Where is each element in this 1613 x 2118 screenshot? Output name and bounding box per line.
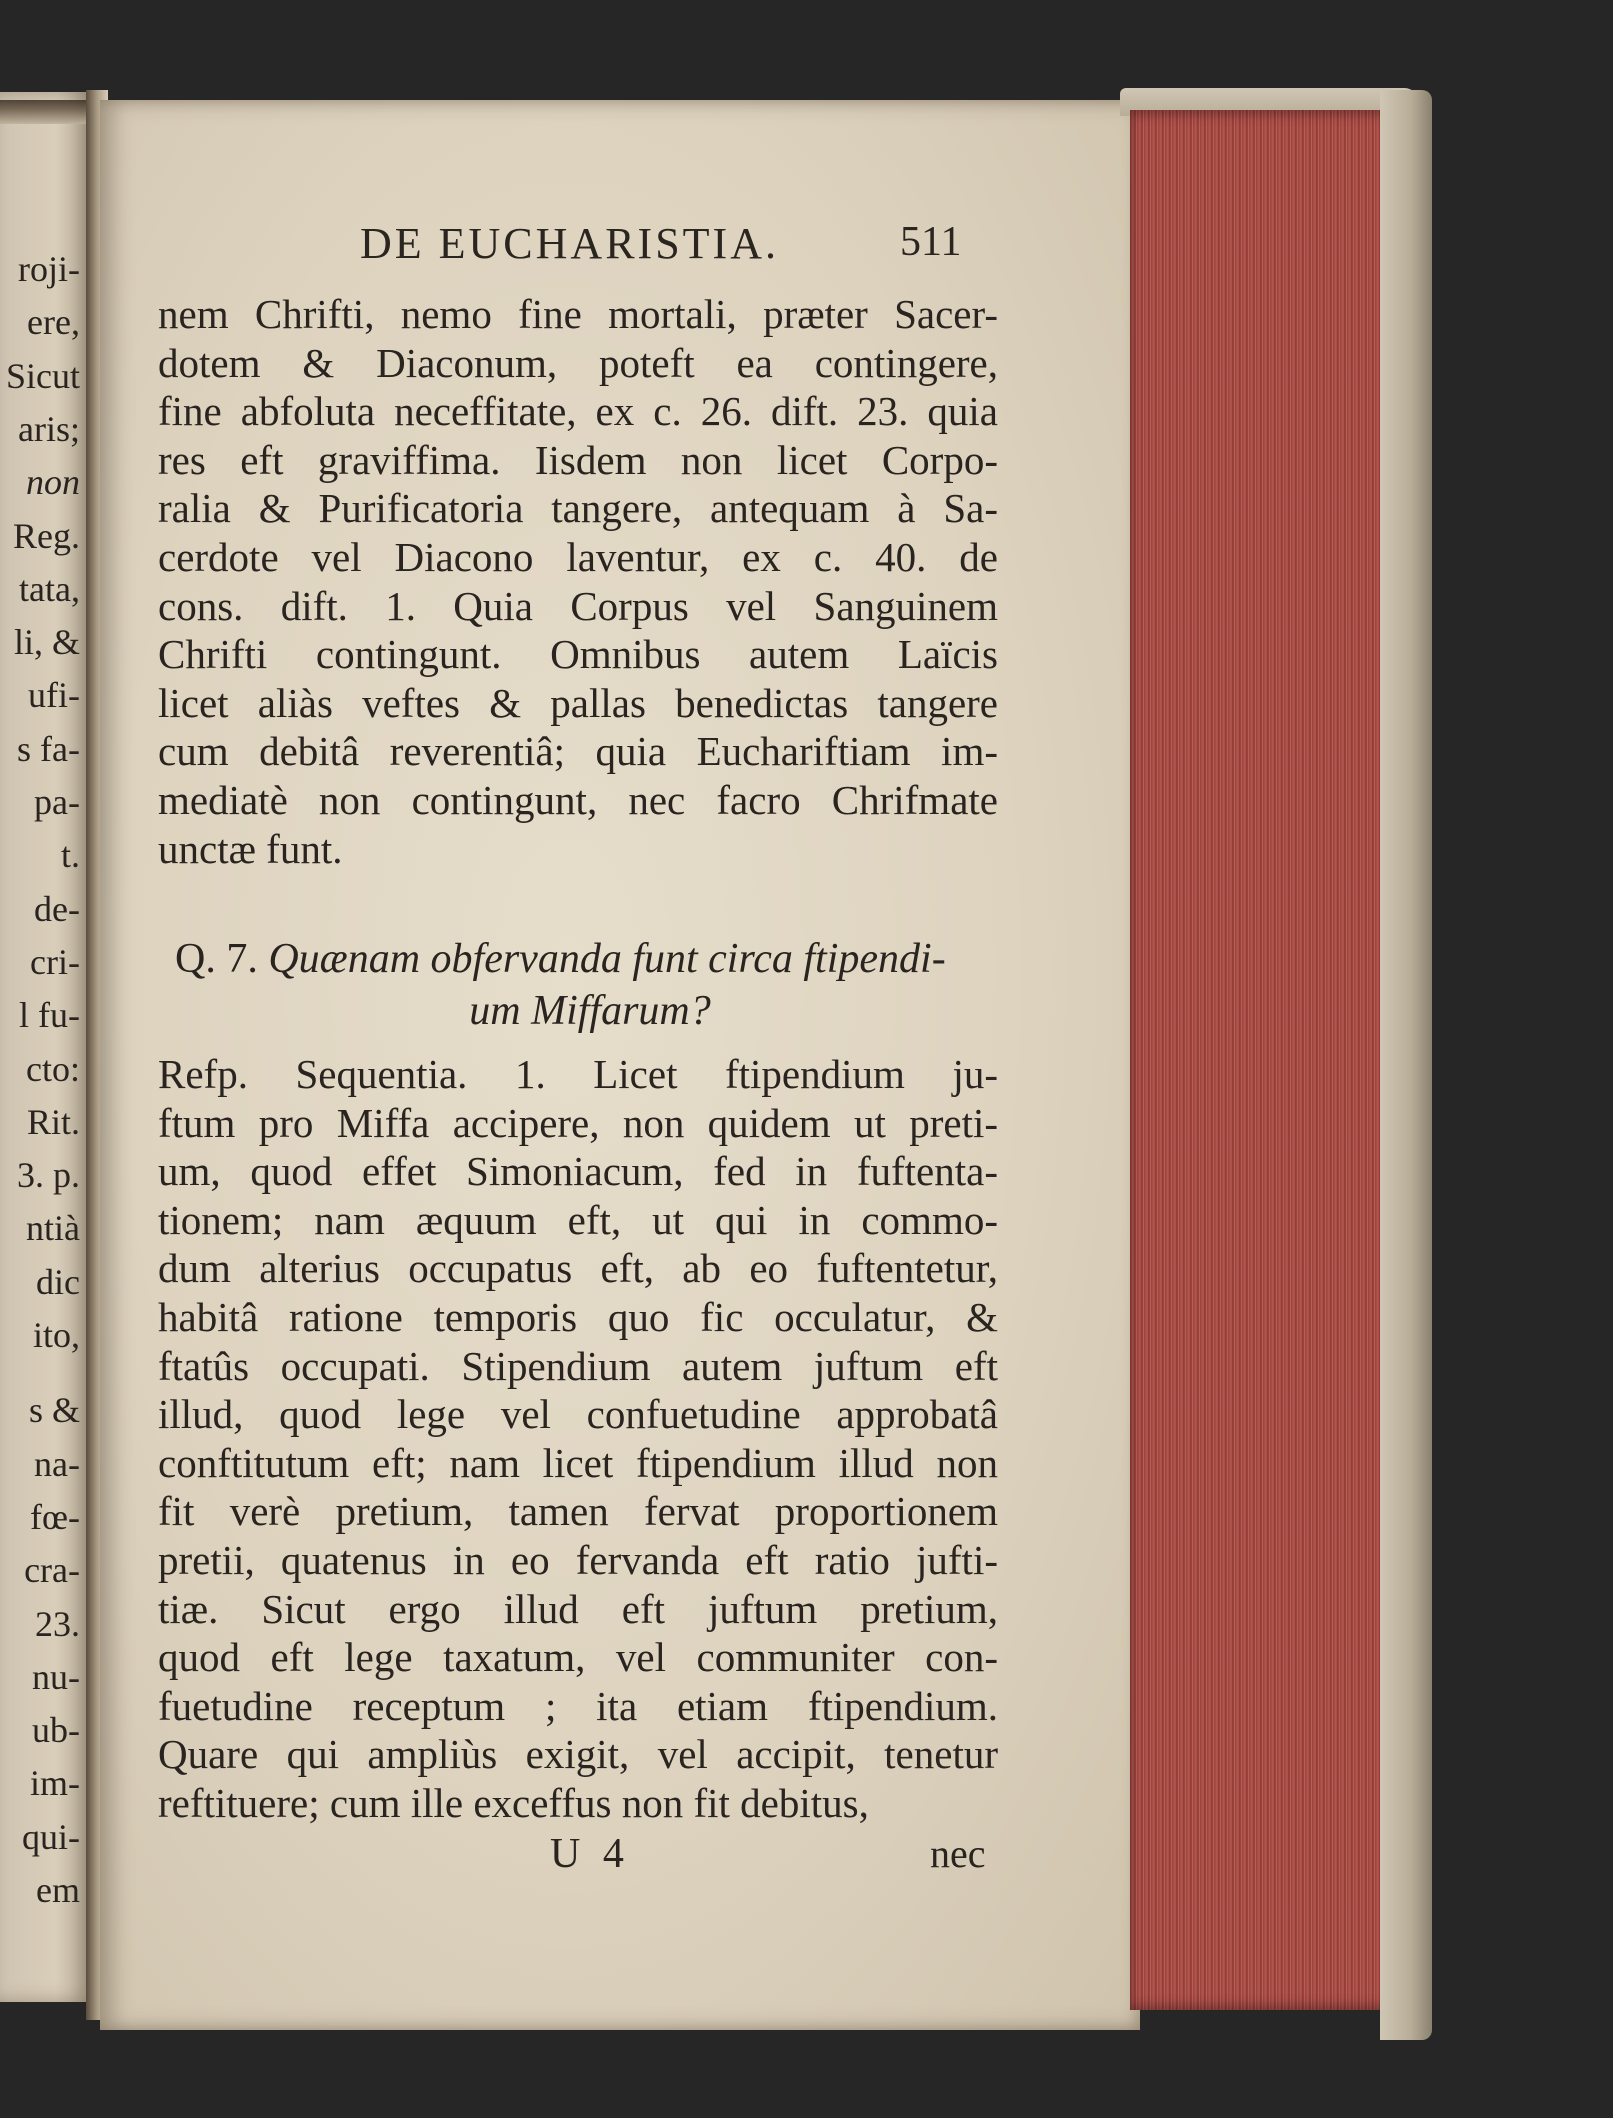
margin-fragment: de- xyxy=(34,888,80,929)
text-line: dum alterius occupatus eft, ab eo fuftentetur, xyxy=(158,1245,998,1292)
paragraph-2 xyxy=(158,1050,998,1828)
margin-fragment: li, & xyxy=(13,622,80,663)
margin-fragment: cra- xyxy=(24,1550,80,1591)
margin-fragment: aris; xyxy=(18,408,80,449)
text-line: licet aliàs veftes & pallas benedictas tangere xyxy=(158,679,998,726)
text-line: Refp. Sequentia. 1. Licet ftipendium ju- xyxy=(158,1051,998,1097)
text-line: mediatè non contingunt, nec facro Chrifmate xyxy=(158,776,998,823)
margin-fragment: 3. p. xyxy=(17,1155,80,1196)
margin-fragment: nu- xyxy=(32,1656,80,1697)
margin-fragment: im- xyxy=(30,1763,80,1804)
margin-fragment: ufi- xyxy=(28,675,80,716)
catchword: nec xyxy=(930,1831,986,1876)
text-line: cum debitâ reverentiâ; quia Euchariftiam im- xyxy=(158,728,998,775)
question-line-1: Quænam obfervanda funt circa ftipendi- xyxy=(268,936,946,982)
text-line: tiæ. Sicut ergo illud eft juftum pretium, xyxy=(158,1585,998,1632)
text-line: um, quod effet Simoniacum, fed in fuftenta- xyxy=(158,1148,998,1195)
text-line: unctæ funt. xyxy=(158,825,343,872)
margin-fragment: Rit. xyxy=(26,1101,80,1142)
margin-fragment: fœ- xyxy=(30,1496,80,1537)
book-cover-edge xyxy=(1380,90,1432,2040)
margin-fragment: na- xyxy=(34,1443,80,1484)
page-number: 511 xyxy=(900,219,962,265)
margin-fragment: l fu- xyxy=(19,995,80,1036)
text-line: conftitutum eft; nam licet ftipendium illud non xyxy=(158,1439,998,1486)
question-heading xyxy=(175,935,1005,1035)
margin-fragment: qui- xyxy=(22,1816,80,1857)
margin-fragment: 23. xyxy=(35,1603,80,1644)
margin-fragment: ere, xyxy=(27,302,80,343)
margin-fragment: non xyxy=(26,462,80,503)
text-line: Chrifti contingunt. Omnibus autem Laïcis xyxy=(158,631,998,678)
text-line: fit verè pretium, tamen fervat proportionem xyxy=(158,1488,998,1535)
text-line: nem Chrifti, nemo fine mortali, præter Sacer- xyxy=(158,291,998,337)
question-line-2: um Miffarum? xyxy=(469,988,711,1034)
margin-fragment: ntià xyxy=(26,1208,80,1249)
text-line: ralia & Purificatoria tangere, antequam à Sa- xyxy=(158,485,998,532)
paragraph-1 xyxy=(158,290,998,873)
signature-mark: U 4 xyxy=(550,1831,630,1877)
margin-fragment: ub- xyxy=(32,1710,80,1751)
margin-fragment: em xyxy=(36,1870,80,1910)
text-line: dotem & Diaconum, poteft ea contingere, xyxy=(158,339,998,386)
margin-fragment: s fa- xyxy=(17,728,80,769)
text-line: tionem; nam æquum eft, ut qui in commo- xyxy=(158,1196,998,1243)
text-line: ftum pro Miffa accipere, non quidem ut preti- xyxy=(158,1099,998,1146)
text-line: Quare qui ampliùs exigit, vel accipit, tenetur xyxy=(158,1731,998,1778)
red-page-edges xyxy=(1130,110,1388,2010)
question-label: Q. 7. xyxy=(175,936,258,982)
text-line: ftatûs occupati. Stipendium autem juftum eft xyxy=(158,1342,998,1389)
margin-fragment: t. xyxy=(60,835,80,876)
margin-fragment: roji- xyxy=(18,249,80,289)
text-line: pretii, quatenus in eo fervanda eft ratio jufti- xyxy=(158,1536,998,1583)
margin-fragment: cri- xyxy=(30,941,80,982)
text-line: cons. dift. 1. Quia Corpus vel Sanguinem xyxy=(158,582,998,629)
text-line: reftituere; cum ille exceffus non fit debitus, xyxy=(158,1779,869,1826)
margin-fragment: Reg. xyxy=(13,515,80,556)
margin-fragment: s & xyxy=(28,1390,80,1431)
margin-fragment: ito, xyxy=(32,1315,80,1355)
text-line: fuetudine receptum ; ita etiam ftipendium. xyxy=(158,1682,998,1729)
text-line: fine abfoluta neceffitate, ex c. 26. dift. 23. quia xyxy=(158,388,998,435)
text-line: habitâ ratione temporis quo fic occulatur, & xyxy=(158,1293,998,1340)
text-line: res eft graviffima. Iisdem non licet Corpo- xyxy=(158,436,998,483)
margin-fragment: Sicut xyxy=(5,355,80,396)
running-head: DE EUCHARISTIA. xyxy=(360,219,779,268)
text-line: quod eft lege taxatum, vel communiter con- xyxy=(158,1634,998,1681)
margin-fragment: pa- xyxy=(34,782,80,822)
margin-fragment: tata, xyxy=(19,568,80,609)
text-line: illud, quod lege vel confuetudine approbatâ xyxy=(158,1391,998,1438)
margin-fragment: dic xyxy=(36,1261,80,1302)
text-line: cerdote vel Diacono laventur, ex c. 40. de xyxy=(158,533,998,580)
margin-fragment: cto: xyxy=(26,1048,80,1089)
